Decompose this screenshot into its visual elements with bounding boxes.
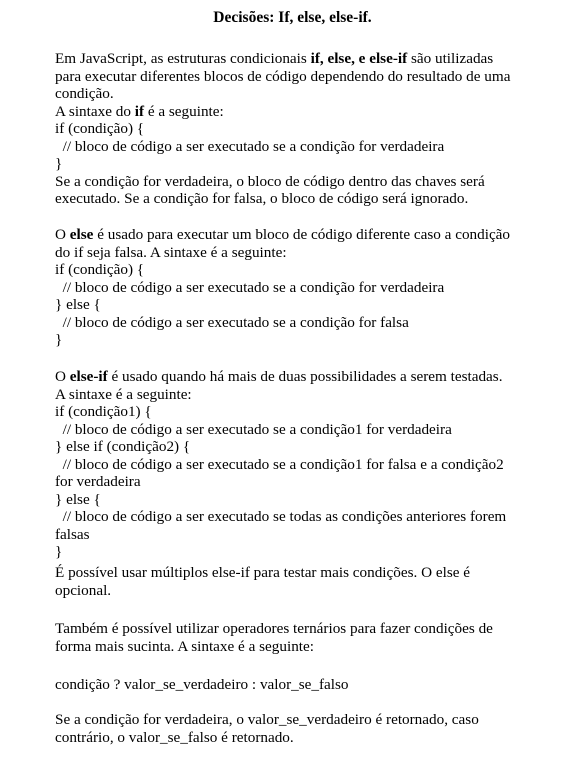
intro-line-1 — [55, 50, 493, 68]
code-line: // bloco de código a ser executado se a condição for verdadeira — [55, 137, 445, 155]
code-line: // bloco de código a ser executado se a condição1 for verdadeira — [55, 420, 452, 438]
paragraph-text: O — [55, 368, 70, 385]
code-line: // bloco de código a ser executado se a condição1 for falsa e a condição2 — [55, 455, 504, 473]
else-intro-line-1 — [55, 226, 510, 244]
else-if-keyword: else-if — [69, 368, 108, 385]
intro-text: são utilizadas — [407, 50, 494, 67]
if-keyword: if — [134, 102, 145, 120]
elseif-intro-line-2: A sintaxe é a seguinte: — [55, 385, 192, 403]
paragraph-text: é usado para executar um bloco de código diferente caso a condição — [93, 226, 511, 243]
paragraph-line: Se a condição for verdadeira, o valor_se_verdadeiro é retornado, caso — [55, 711, 479, 728]
ternary-code-line: condição ? valor_se_verdadeiro : valor_se_falso — [55, 676, 349, 693]
else-keyword: else — [69, 226, 94, 243]
intro-text: é a seguinte: — [144, 102, 224, 120]
code-line: } else { — [55, 490, 101, 508]
intro-text: Em JavaScript, as estruturas condicionais — [55, 50, 311, 67]
elseif-intro-line-1 — [55, 368, 503, 386]
code-line: } else if (condição2) { — [55, 438, 191, 455]
paragraph-line: Também é possível utilizar operadores ternários para fazer condições de — [55, 620, 493, 637]
paragraph-text: O — [55, 226, 70, 243]
paragraph-text: é usado quando há mais de duas possibilidades a serem testadas. — [107, 368, 503, 385]
intro-line-3: condição. — [55, 85, 114, 102]
paragraph-line: opcional. — [55, 581, 112, 599]
code-line: if (condição) { — [55, 261, 145, 278]
code-line: if (condição) { — [55, 120, 145, 137]
code-line: if (condição1) { — [55, 403, 152, 420]
intro-line-2: para executar diferentes blocos de código dependendo do resultado de uma — [55, 67, 511, 85]
intro-text: A sintaxe do — [55, 102, 135, 120]
else-intro-line-2: do if seja falsa. A sintaxe é a seguinte: — [55, 243, 287, 261]
code-line: } else { — [55, 296, 101, 313]
paragraph-line: executado. Se a condição for falsa, o bloco de código será ignorado. — [55, 190, 469, 207]
paragraph-line: É possível usar múltiplos else-if para testar mais condições. O else é — [55, 564, 471, 581]
code-line: // bloco de código a ser executado se a condição for verdadeira — [55, 278, 445, 296]
intro-bold-keywords: if, else, e else-if — [310, 50, 408, 67]
code-line: falsas — [55, 525, 90, 543]
page-title: Decisões: If, else, else-if. — [213, 9, 372, 26]
code-line: } — [55, 155, 63, 172]
code-line: // bloco de código a ser executado se todas as condições anteriores forem — [55, 508, 507, 525]
code-line: for verdadeira — [55, 473, 141, 490]
code-line: // bloco de código a ser executado se a condição for falsa — [55, 313, 409, 331]
intro-line-4 — [55, 103, 224, 121]
paragraph-line: forma mais sucinta. A sintaxe é a seguinte: — [55, 637, 314, 655]
code-line: } — [55, 331, 63, 348]
code-line: } — [55, 543, 63, 560]
paragraph-line: contrário, o valor_se_falso é retornado. — [55, 728, 294, 746]
paragraph-line: Se a condição for verdadeira, o bloco de código dentro das chaves será — [55, 172, 485, 190]
